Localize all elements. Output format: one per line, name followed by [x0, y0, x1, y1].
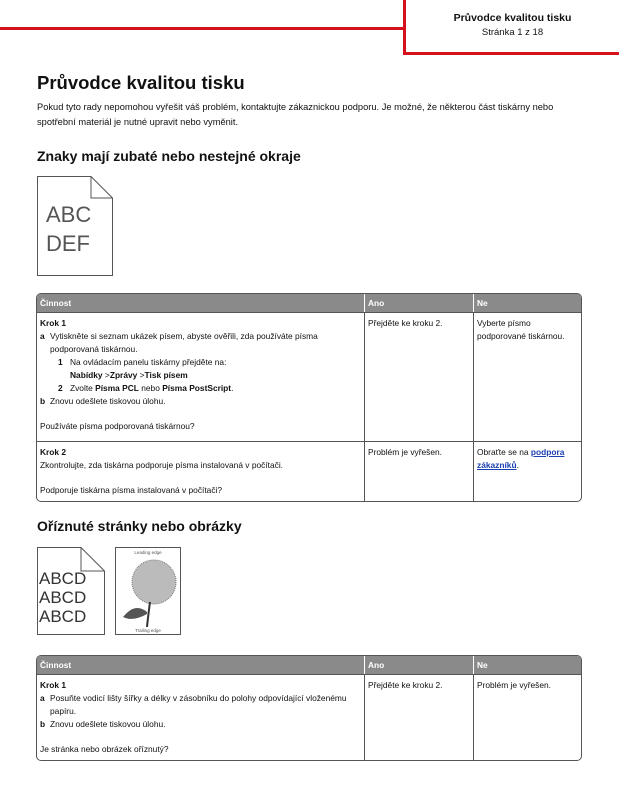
text: nebo: [141, 383, 160, 393]
header-rule: [403, 52, 619, 55]
column-header: Ne: [473, 656, 581, 674]
column-header: Ne: [473, 294, 581, 312]
list-marker: b: [40, 719, 46, 729]
list-marker: 2: [58, 383, 63, 393]
column-header: Činnost: [37, 294, 364, 312]
sample-text: ABC: [46, 202, 92, 227]
separator: >: [139, 370, 145, 380]
yes-action: Přejděte ke kroku 2.: [364, 312, 473, 441]
list-marker: a: [40, 331, 45, 341]
instruction: Na ovládacím panelu tiskárny přejděte na:: [70, 357, 227, 367]
troubleshooting-table-2: [36, 655, 582, 761]
page-header: [406, 12, 619, 38]
question: Je stránka nebo obrázek oříznutý?: [40, 744, 169, 754]
instruction: Posuňte vodicí lišty šířky a délky v zásobníku do polohy odpovídající vloženému papíru.: [50, 693, 347, 716]
troubleshooting-table-1: [36, 293, 582, 502]
text: .: [516, 460, 519, 470]
yes-action: Problém je vyřešen.: [364, 441, 473, 501]
yes-action: Přejděte ke kroku 2.: [364, 674, 473, 760]
list-marker: b: [40, 396, 46, 406]
option: Písma PCL: [95, 383, 139, 393]
no-action: Problém je vyřešen.: [473, 674, 581, 760]
option: Písma PostScript: [162, 383, 232, 393]
step-label: Krok 1: [40, 318, 67, 328]
support-link[interactable]: podpora zákazníků: [477, 447, 565, 470]
menu-item: Zprávy: [109, 370, 138, 380]
table-row: Krok 1 a Vytiskněte si seznam ukázek písem, abyste ověřili, zda používáte písma podporovaná tiskárnou. 1 Na ovládacím panelu tiskárny přejděte na: Nabídky >Zprávy >Tisk písem 2 Zvolte Písma PCL nebo Písma PostScript. b Znovu odešlete tiskovou úlohu. Používáte písma podporovaná tiskárnou? Přejděte ke kroku 2. Vyberte písmo podporované tiskárnou.: [37, 312, 581, 441]
step-label: Krok 2: [40, 447, 67, 457]
column-header: Ano: [364, 294, 473, 312]
separator: >: [104, 370, 110, 380]
column-header: Ano: [364, 656, 473, 674]
page-number: Stránka 1 z 18: [481, 27, 544, 38]
section-heading: Oříznuté stránky nebo obrázky: [37, 518, 242, 534]
menu-path: [40, 369, 361, 382]
instruction: Znovu odešlete tiskovou úlohu.: [50, 719, 166, 729]
menu-item: Nabídky: [70, 370, 103, 380]
question: Používáte písma podporovaná tiskárnou?: [40, 421, 195, 431]
clipped-image-sample: [115, 547, 181, 635]
table-row: [37, 674, 581, 760]
menu-item: Tisk písem: [144, 370, 188, 380]
leading-edge-label: Leading edge: [134, 550, 162, 555]
header-rule: [0, 27, 406, 30]
trailing-edge-label: Trailing edge: [135, 628, 161, 633]
step-label: Krok 1: [40, 680, 67, 690]
jagged-text-sample-image: [37, 176, 113, 276]
instruction: Zkontrolujte, zda tiskárna podporuje písma instalovaná v počítači.: [40, 460, 284, 470]
header-title: Průvodce kvalitou tisku: [453, 12, 572, 24]
clipped-text-sample-image: [37, 547, 105, 635]
sample-text: ABCD: [39, 569, 87, 588]
intro-text: Pokud tyto rady nepomohou vyřešit váš problém, kontaktujte zákaznickou podporu. Je možné, že některou část tiskárny nebo spotřební materiál je nutné upravit nebo vyměnit.: [37, 102, 554, 127]
section-heading: Znaky mají zubaté nebo nestejné okraje: [37, 148, 301, 164]
sample-text: DEF: [46, 231, 90, 256]
sample-text: ABCD: [39, 588, 87, 607]
question: Podporuje tiskárna písma instalovaná v počítači?: [40, 485, 223, 495]
sample-text: ABCD: [39, 607, 87, 626]
list-marker: a: [40, 693, 45, 703]
instruction: Vytiskněte si seznam ukázek písem, abyste ověřili, zda používáte písma podporovaná tiskárnou.: [50, 331, 318, 354]
table-row: [37, 441, 581, 501]
no-action: Vyberte písmo podporované tiskárnou.: [473, 312, 581, 441]
column-header: Činnost: [37, 656, 364, 674]
instruction: Znovu odešlete tiskovou úlohu.: [50, 396, 166, 406]
text: Zvolte: [70, 383, 93, 393]
list-marker: 1: [58, 357, 63, 367]
no-action: [473, 441, 581, 501]
page-title: Průvodce kvalitou tisku: [37, 72, 245, 93]
text: Obraťte se na: [477, 447, 529, 457]
